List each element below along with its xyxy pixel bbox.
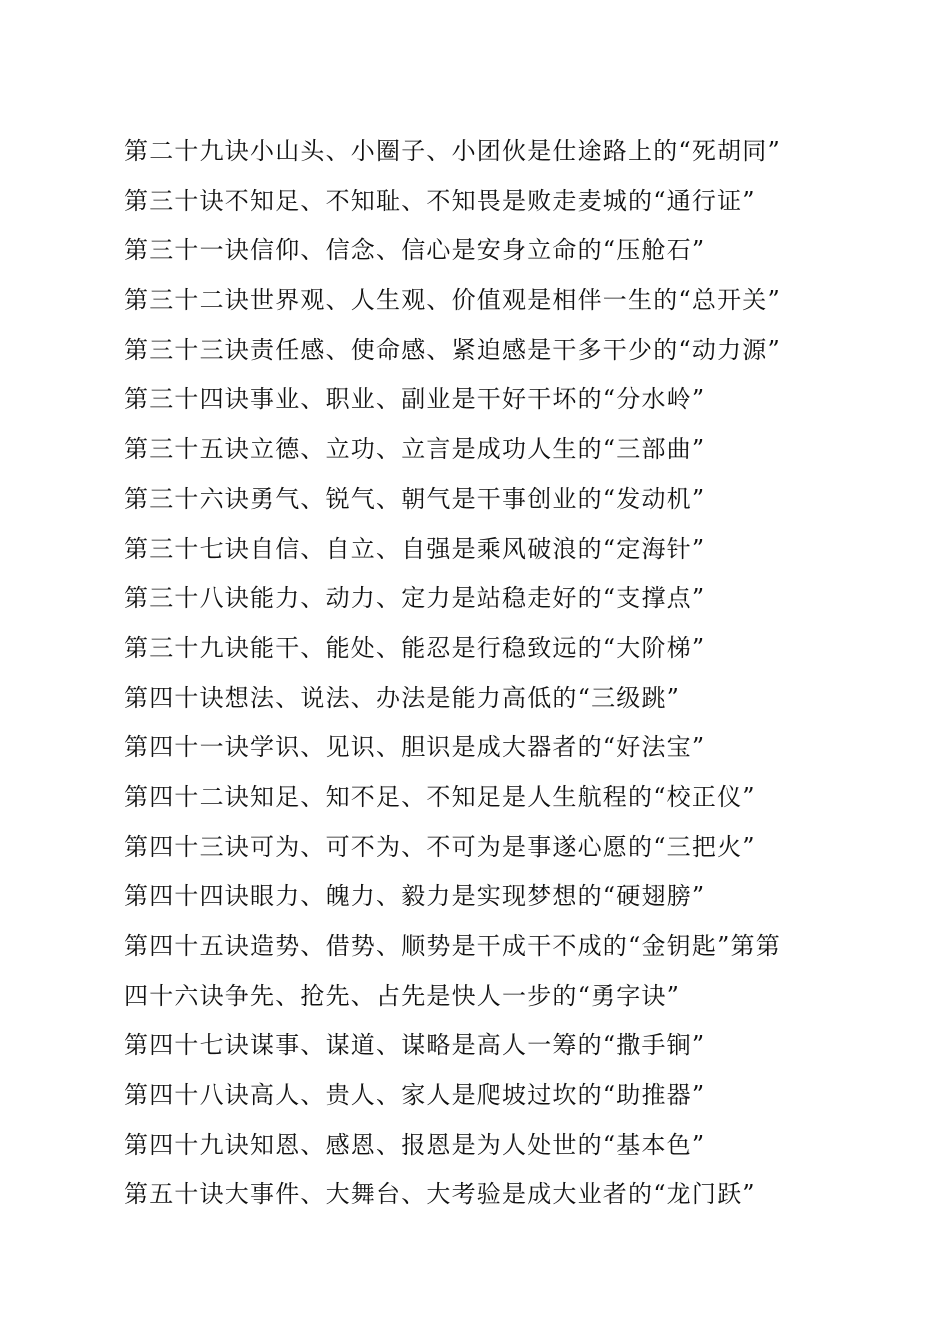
- text-line: 第三十八诀能力、动力、定力是站稳走好的“支撑点”: [124, 584, 706, 613]
- text-line: 第四十五诀造势、借势、顺势是干成干不成的“金钥匙”第第: [124, 932, 781, 960]
- text-line: 第四十四诀眼力、魄力、毅力是实现梦想的“硬翅膀”: [124, 882, 706, 911]
- text-line: 第三十六诀勇气、锐气、朝气是干事创业的“发动机”: [124, 484, 706, 513]
- text-line: 第四十七诀谋事、谋道、谋略是高人一筹的“撒手锏”: [124, 1031, 706, 1060]
- text-line: 第四十八诀高人、贵人、家人是爬坡过坎的“助推器”: [124, 1081, 706, 1110]
- text-line: 第三十诀不知足、不知耻、不知畏是败走麦城的“通行证”: [124, 186, 756, 215]
- text-line: 第三十二诀世界观、人生观、价值观是相伴一生的“总开关”: [124, 286, 781, 315]
- text-line: 第五十诀大事件、大舞台、大考验是成大业者的“龙门跃”: [124, 1180, 756, 1209]
- text-line: 第三十七诀自信、自立、自强是乘风破浪的“定海针”: [124, 534, 706, 563]
- text-lines: [124, 131, 844, 1224]
- text-line: 第三十一诀信仰、信念、信心是安身立命的“压舱石”: [124, 236, 706, 265]
- text-line: 第四十一诀学识、见识、胆识是成大器者的“好法宝”: [124, 733, 706, 762]
- text-line: 第四十三诀可为、可不为、不可为是事遂心愿的“三把火”: [124, 832, 756, 861]
- text-line: 第三十五诀立德、立功、立言是成功人生的“三部曲”: [124, 435, 706, 464]
- text-line: 四十六诀争先、抢先、占先是快人一步的“勇字诀”: [124, 981, 681, 1010]
- text-line: 第四十二诀知足、知不足、不知足是人生航程的“校正仪”: [124, 782, 756, 811]
- text-line: 第三十四诀事业、职业、副业是干好干坏的“分水岭”: [124, 385, 706, 414]
- text-line: 第三十九诀能干、能处、能忍是行稳致远的“大阶梯”: [124, 633, 706, 662]
- text-line: 第四十诀想法、说法、办法是能力高低的“三级跳”: [124, 683, 681, 712]
- text-line: 第三十三诀责任感、使命感、紧迫感是干多干少的“动力源”: [124, 335, 781, 364]
- text-line: 第四十九诀知恩、感恩、报恩是为人处世的“基本色”: [124, 1130, 706, 1159]
- text-line: 第二十九诀小山头、小圈子、小团伙是仕途路上的“死胡同”: [124, 137, 781, 165]
